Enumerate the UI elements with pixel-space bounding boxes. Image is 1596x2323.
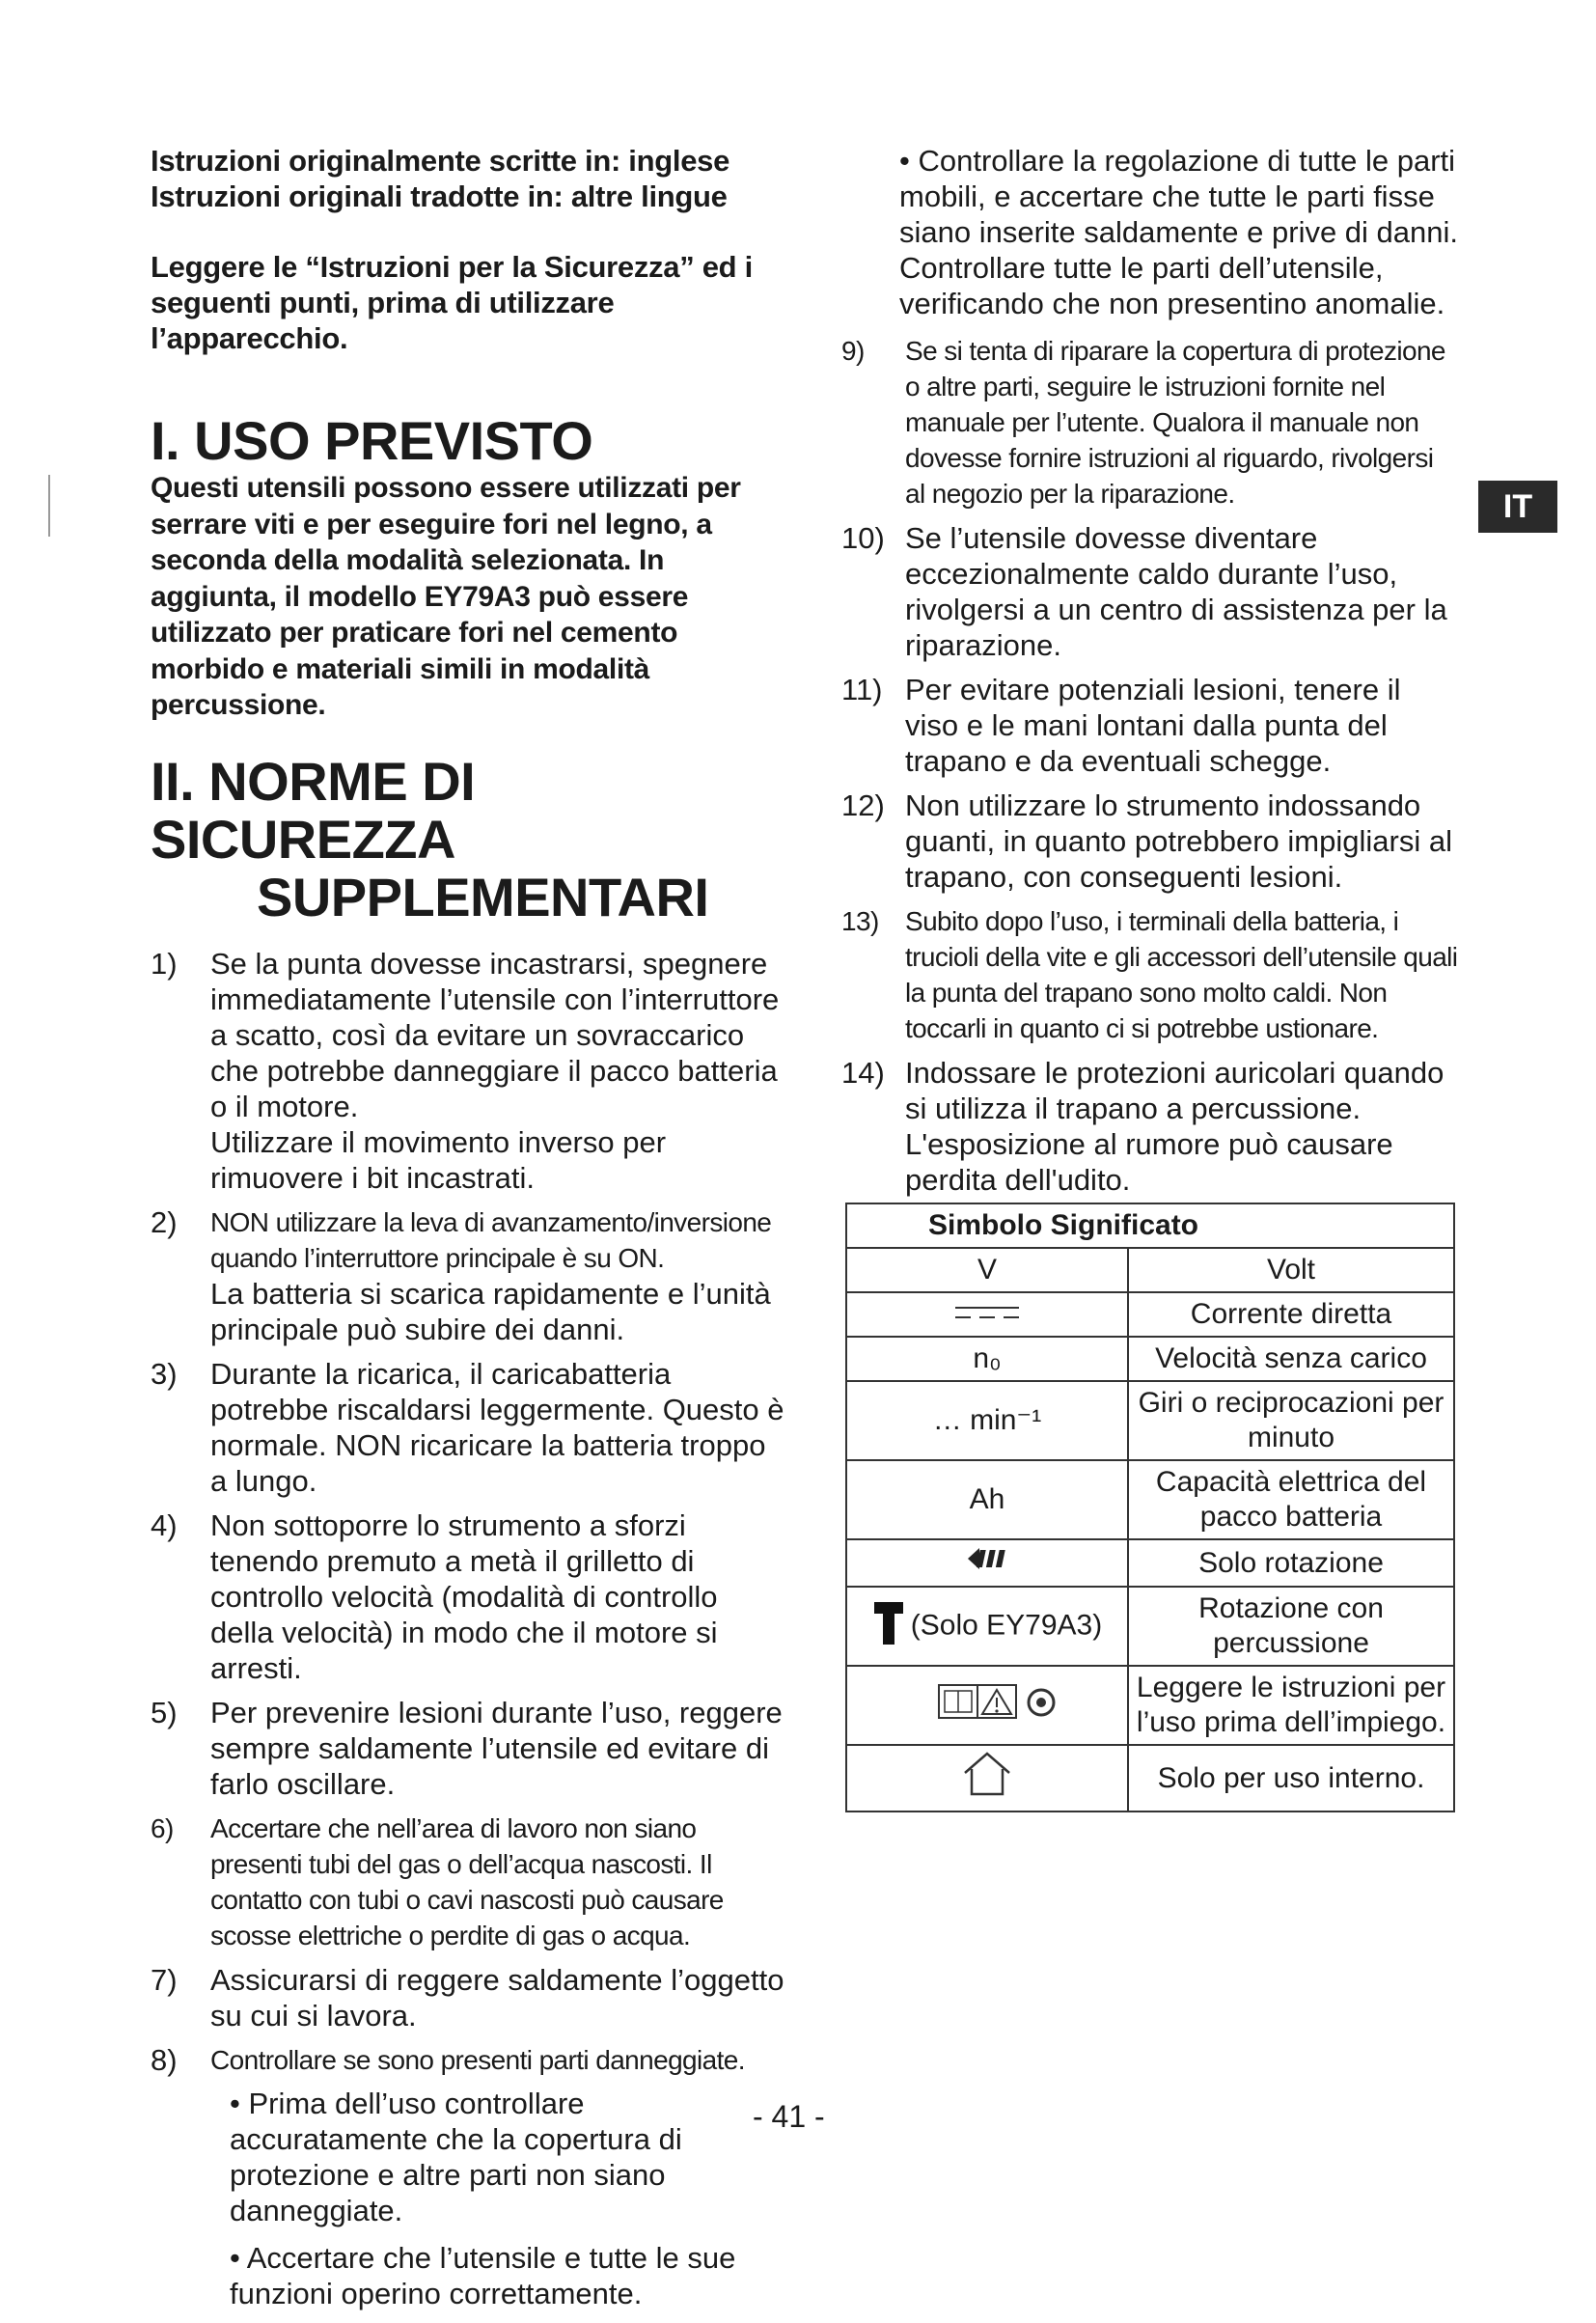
table-row [846,1248,1454,1292]
list-item: 14) Indossare le protezioni auricolari quando si utilizza il trapano a percussione. L'esposizione al rumore può causare perdita dell'udito. [841,1056,1445,1197]
item8-bullets [230,2086,787,2311]
section1-title: I. USO PREVISTO [151,410,593,471]
list-item: 7) Assicurarsi di reggere saldamente l’oggetto su cui si lavora. [151,1962,784,2033]
safety-list-right [841,333,1459,1198]
rotation-only-icon [846,1539,1128,1587]
meaning-cell: Volt [1128,1248,1454,1292]
bullet: • Accertare che l’utensile e tutte le sue funzioni operino correttamente. [230,2240,736,2310]
left-column [151,143,787,2323]
margin-mark [48,475,50,537]
section2-title [151,750,787,927]
read-manual-icons [846,1666,1128,1745]
list-item: 4) Non sottoporre lo strumento a sforzi tenendo premuto a metà il grilletto di controllo velocità (modalità di controllo della velocità) in modo che il motore si arresti. [151,1507,718,1685]
table-header: Simbolo Significato [846,1203,1454,1248]
indoor-use-icon [846,1745,1128,1811]
list-item: 11) Per evitare potenziali lesioni, tenere il viso e le mani lontani dalla punta del trapano e da eventuali schegge. [841,673,1401,778]
list-item: 13) Subito dopo l’uso, i terminali della batteria, i trucioli della vite e gli accessori dell’utensile quali la punta del trapano sono molto caldi. Non toccarli in quanto ci si potrebbe ustionare. [841,906,1458,1043]
meaning-cell: Corrente diretta [1128,1292,1454,1337]
symbol-cell: n₀ [846,1337,1128,1381]
hammer-icon [872,1598,905,1655]
meaning-cell: Rotazione con percussione [1128,1587,1454,1666]
intro-line-1: Istruzioni originalmente scritte in: inglese [151,144,730,178]
list-item: 6) Accertare che nell’area di lavoro non siano presenti tubi del gas o dell’acqua nascosti. Il contatto con tubi o cavi nascosti può causare scosse elettriche o perdite di gas o acqua. [151,1812,724,1950]
intro-line-4: seguenti punti, prima di utilizzare l’apparecchio. [151,286,615,355]
symbol-table [845,1203,1455,1812]
page-number: - 41 - [753,2099,825,2134]
meaning-cell: Leggere le istruzioni per l’uso prima dell’impiego. [1128,1666,1454,1745]
list-item: 12) Non utilizzare lo strumento indossando guanti, in quanto potrebbero impigliarsi al trapano, con conseguenti lesioni. [841,788,1452,894]
safety-list-left [151,946,787,2311]
meaning-cell: Capacità elettrica del pacco batteria [1128,1460,1454,1539]
symbol-cell: (Solo EY79A3) [846,1587,1128,1666]
bullet: • Controllare la regolazione di tutte le parti mobili, e accertare che tutte le parti fisse siano inserite saldamente e prive di danni. Controllare tutte le parti dell’utensile, verificando che non presentino anomalie. [899,144,1459,320]
meaning-cell: Giri o reciprocazioni per minuto [1128,1381,1454,1460]
symbol-cell: Ah [846,1460,1128,1539]
table-row [846,1666,1454,1745]
symbol-cell: … min⁻¹ [846,1381,1128,1460]
symbol-cell: V [846,1248,1128,1292]
section2-title-line1: II. NORME DI SICUREZZA [151,750,476,870]
meaning-cell: Solo rotazione [1128,1539,1454,1587]
meaning-cell: Velocità senza carico [1128,1337,1454,1381]
right-column [841,143,1459,1206]
table-row [846,1745,1454,1811]
list-item: 5) Per prevenire lesioni durante l’uso, reggere sempre saldamente l’utensile ed evitare di farlo oscillare. [151,1695,783,1801]
section1-body: Questi utensili possono essere utilizzati per serrare viti e per eseguire fori nel legno, a seconda della modalità selezionata. In aggiunta, il modello EY79A3 può essere utilizzato per praticare fori nel cemento morbido e materiali simili in modalità percussione. [151,472,741,721]
list-item: 10) Se l’utensile dovesse diventare eccezionalmente caldo durante l’uso, rivolgersi a un centro di assistenza per la riparazione. [841,521,1447,662]
table-row [846,1381,1454,1460]
list-item: 1) Se la punta dovesse incastrarsi, spegnere immediatamente l’utensile con l’interruttore a scatto, così da evitare un sovraccarico che potrebbe danneggiare il pacco batteria o il motore. Utilizzare il movimento inverso per rimuovere i bit incastrati. [151,946,780,1195]
table-row [846,1587,1454,1666]
list-item: 8) Controllare se sono presenti parti danneggiate. • Prima dell’uso controllare accuratamente che la copertura di protezione e altre parti non siano danneggiate. • Accertare che l’utensile e tutte le sue funzioni operino correttamente. [151,2042,787,2311]
section2-title-line2: SUPPLEMENTARI [257,866,709,927]
table-row [846,1337,1454,1381]
list-item: 9) Se si tenta di riparare la copertura di protezione o altre parti, seguire le istruzioni fornite nel manuale per l’utente. Qualora il manuale non dovesse fornire istruzioni al riguardo, rivolgersi al negozio per la riparazione. [841,336,1445,509]
meaning-cell: Solo per uso interno. [1128,1745,1454,1811]
bullet: • Prima dell’uso controllare accuratamente che la copertura di protezione e altre parti non siano danneggiate. [230,2086,682,2227]
item8-bullets-cont [899,143,1459,321]
table-row [846,1539,1454,1587]
list-item: 2) NON utilizzare la leva di avanzamento/inversione quando l’interruttore principale è su ON. La batteria si scarica rapidamente e l’unità principale può subire dei danni. [151,1204,772,1346]
list-item: 3) Durante la ricarica, il caricabatteria potrebbe riscaldarsi leggermente. Questo è normale. NON ricaricare la batteria troppo a lungo. [151,1356,784,1498]
intro-line-3: Leggere le “Istruzioni per la Sicurezza” ed i [151,250,753,284]
table-row [846,1460,1454,1539]
language-tab: IT [1478,481,1557,533]
intro-line-2: Istruzioni originali tradotte in: altre lingue [151,180,728,213]
direct-current-icon [846,1292,1128,1337]
table-row [846,1292,1454,1337]
intro [151,143,787,356]
